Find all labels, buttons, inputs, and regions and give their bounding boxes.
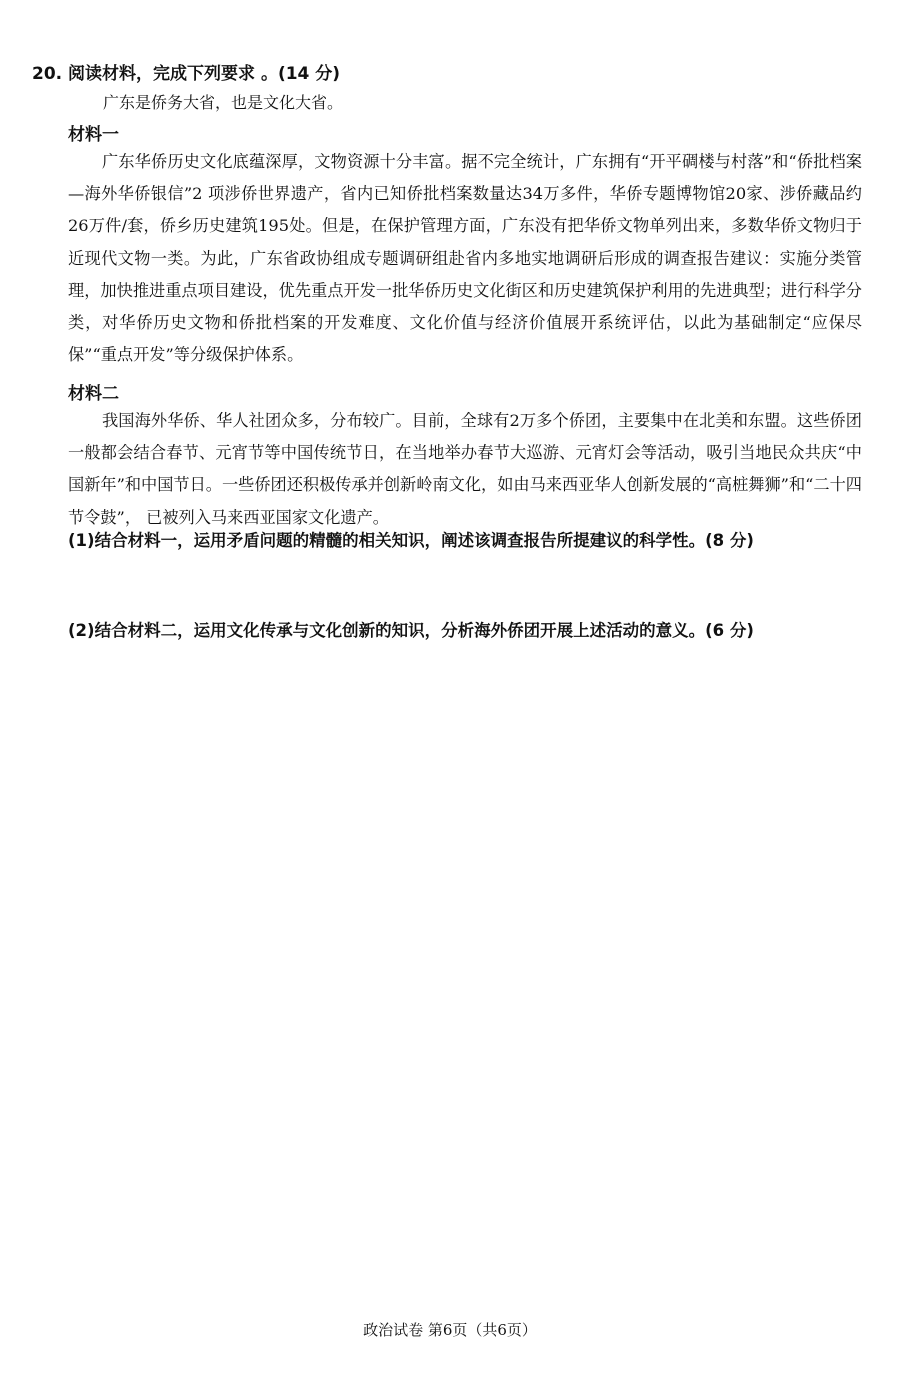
material-1-text: 广东华侨历史文化底蕴深厚，文物资源十分丰富。据不完全统计，广东拥有“开平碉楼与村落”和“侨批档案—海外华侨银信”2 项涉侨世界遗产，省内已知侨批档案数量达34万多件，华侨专题博物馆20家、涉侨藏品约26万件/套，侨乡历史建筑195处。但是，在保护管理方面，广东没有把华侨文物单列出来，多数华侨文物归于近现代文物一类。为此，广东省政协组成专题调研组赴省内多地实地调研后形成的调查报告建议：实施分类管理，加快推进重点项目建设，优先重点开发一批华侨历史文化街区和历史建筑保护利用的先进典型；进行科学分类，对华侨历史文物和侨批档案的开发难度、文化价值与经济价值展开系统评估，以此为基础制定“应保尽保”“重点开发”等分级保护体系。 (68, 152, 862, 365)
material-2-text: 我国海外华侨、华人社团众多，分布较广。目前，全球有2万多个侨团，主要集中在北美和东盟。这些侨团一般都会结合春节、元宵节等中国传统节日，在当地举办春节大巡游、元宵灯会等活动，吸引当地民众共庆“中国新年”和中国节日。一些侨团还积极传承并创新岭南文化，如由马来西亚华人创新发展的“高桩舞狮”和“二十四节令鼓”， 已被列入马来西亚国家文化遗产。 (68, 411, 862, 527)
question-intro: 广东是侨务大省，也是文化大省。 (103, 93, 344, 112)
material-2-label: 材料二 (68, 384, 119, 404)
sub-question-1: (1)结合材料一，运用矛盾问题的精髓的相关知识，阐述该调查报告所提建议的科学性。(8 分) (68, 531, 754, 550)
sub-question-2: (2)结合材料二，运用文化传承与文化创新的知识，分析海外侨团开展上述活动的意义。(6 分) (68, 621, 754, 640)
page-footer: 政治试卷 第6页（共6页） (363, 1321, 537, 1339)
material-1-label: 材料一 (68, 125, 119, 145)
question-title: 20. 阅读材料，完成下列要求 。(14 分) (32, 64, 341, 84)
